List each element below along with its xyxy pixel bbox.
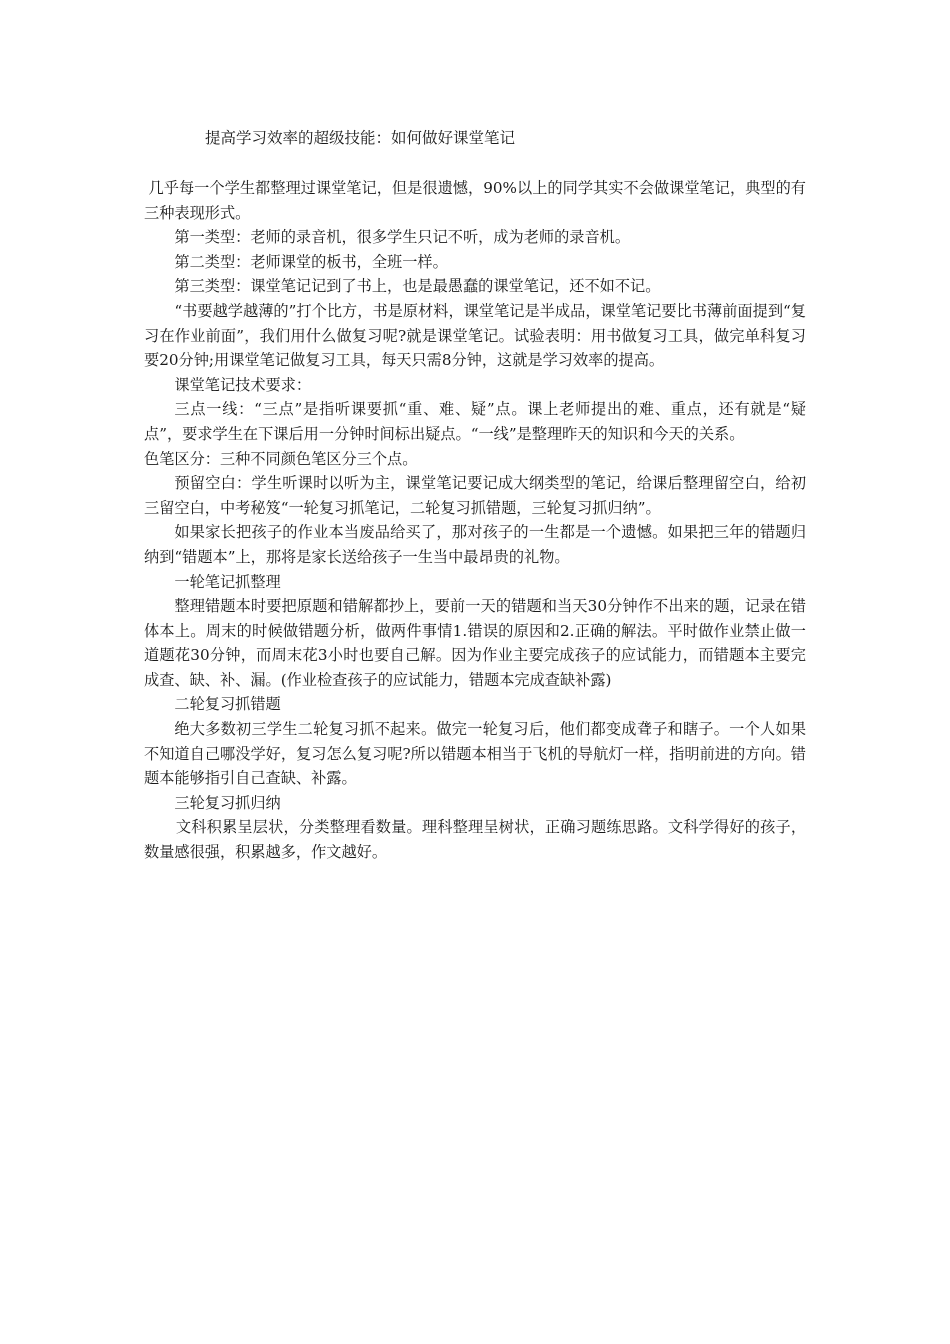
- paragraph-round-one: 整理错题本时要把原题和错解都抄上，要前一天的错题和当天30分钟作不出来的题，记录在错体本上。周末的时候做错题分析，做两件事情1.错误的原因和2.正确的解法。平时做作业禁止做一道题花30分钟，而周末花3小时也要自己解。因为作业主要完成孩子的应试能力，而错题本主要完成查、缺、补、漏。(作业检查孩子的应试能力，错题本完成查缺补露): [144, 597, 806, 689]
- heading-round-three: 三轮复习抓归纳: [174, 793, 281, 812]
- paragraph-blank-space: 预留空白：学生听课时以听为主，课堂笔记要记成大纲类型的笔记，给课后整理留空白，给初三留空白，中考秘笈“一轮复习抓笔记，二轮复习抓错题，三轮复习抓归纳”。: [144, 474, 806, 517]
- document-body: [144, 176, 806, 865]
- paragraph-round-two: 绝大多数初三学生二轮复习抓不起来。做完一轮复习后，他们都变成聋子和瞎子。一个人如果不知道自己哪没学好，复习怎么复习呢?所以错题本相当于飞机的导航灯一样，指明前进的方向。错题本能够指引自己查缺、补露。: [144, 720, 806, 788]
- heading-round-two: 二轮复习抓错题: [174, 695, 281, 714]
- paragraph-three-points: 三点一线：“三点”是指听课要抓“重、难、疑”点。课上老师提出的难、重点，还有就是“疑点”，要求学生在下课后用一分钟时间标出疑点。“一线”是整理昨天的知识和今天的关系。: [144, 400, 806, 443]
- paragraph-type-one: 第一类型：老师的录音机，很多学生只记不听，成为老师的录音机。: [174, 228, 631, 247]
- paragraph-type-two: 第二类型：老师课堂的板书，全班一样。: [174, 252, 448, 271]
- heading-round-one: 一轮笔记抓整理: [174, 572, 281, 591]
- paragraph-book-thin: “书要越学越薄的”打个比方，书是原材料，课堂笔记是半成品，课堂笔记要比书薄前面提到“复习在作业前面”，我们用什么做复习呢?就是课堂笔记。试验表明：用书做复习工具，做完单科复习要20分钟;用课堂笔记做复习工具，每天只需8分钟，这就是学习效率的提高。: [144, 301, 806, 370]
- paragraph-type-three: 第三类型：课堂笔记记到了书上，也是最愚蠢的课堂笔记，还不如不记。: [174, 277, 661, 296]
- paragraph-round-three: 文科积累呈层状，分类整理看数量。理科整理呈树状，正确习题练思路。文科学得好的孩子，数量感很强，积累越多，作文越好。: [144, 818, 806, 862]
- paragraph-requirements-heading: 课堂笔记技术要求：: [174, 375, 312, 394]
- document-title: 提高学习效率的超级技能：如何做好课堂笔记: [205, 129, 516, 147]
- paragraph-parents: 如果家长把孩子的作业本当废品给买了，那对孩子的一生都是一个遗憾。如果把三年的错题归纳到“错题本”上，那将是家长送给孩子一生当中最昂贵的礼物。: [144, 523, 806, 566]
- paragraph-intro: 几乎每一个学生都整理过课堂笔记，但是很遗憾，90%以上的同学其实不会做课堂笔记，典型的有三种表现形式。: [144, 179, 806, 222]
- paragraph-color-pens: 色笔区分：三种不同颜色笔区分三个点。: [144, 449, 418, 468]
